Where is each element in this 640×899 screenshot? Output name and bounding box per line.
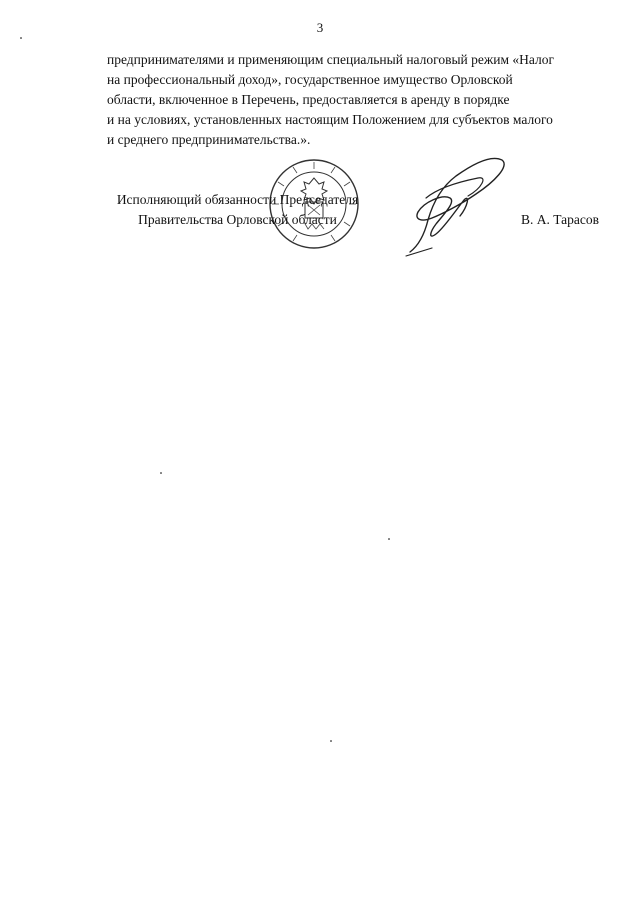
body-line: предпринимателями и применяющим специальный налоговый режим «Налог xyxy=(107,52,554,67)
page-number: 3 xyxy=(316,20,324,35)
body-line: на профессиональный доход», государственное имущество Орловской xyxy=(107,72,513,87)
body-line: и среднего предпринимательства.». xyxy=(107,132,311,147)
scan-speck xyxy=(330,740,332,742)
document-body xyxy=(107,50,599,150)
body-line: области, включенное в Перечень, предоставляется в аренду в порядке xyxy=(107,92,510,107)
signatory-title-line: Исполняющий обязанности Председателя xyxy=(116,192,359,207)
scan-speck xyxy=(160,472,162,474)
body-line: и на условиях, установленных настоящим Положением для субъектов малого xyxy=(107,112,553,127)
handwritten-signature-icon xyxy=(398,148,508,260)
signatory-title-line: Правительства Орловской области xyxy=(138,212,337,227)
signatory-name: В. А. Тарасов xyxy=(520,212,599,227)
scan-speck xyxy=(20,37,22,39)
scan-speck xyxy=(388,538,390,540)
signatory-title xyxy=(95,190,380,230)
